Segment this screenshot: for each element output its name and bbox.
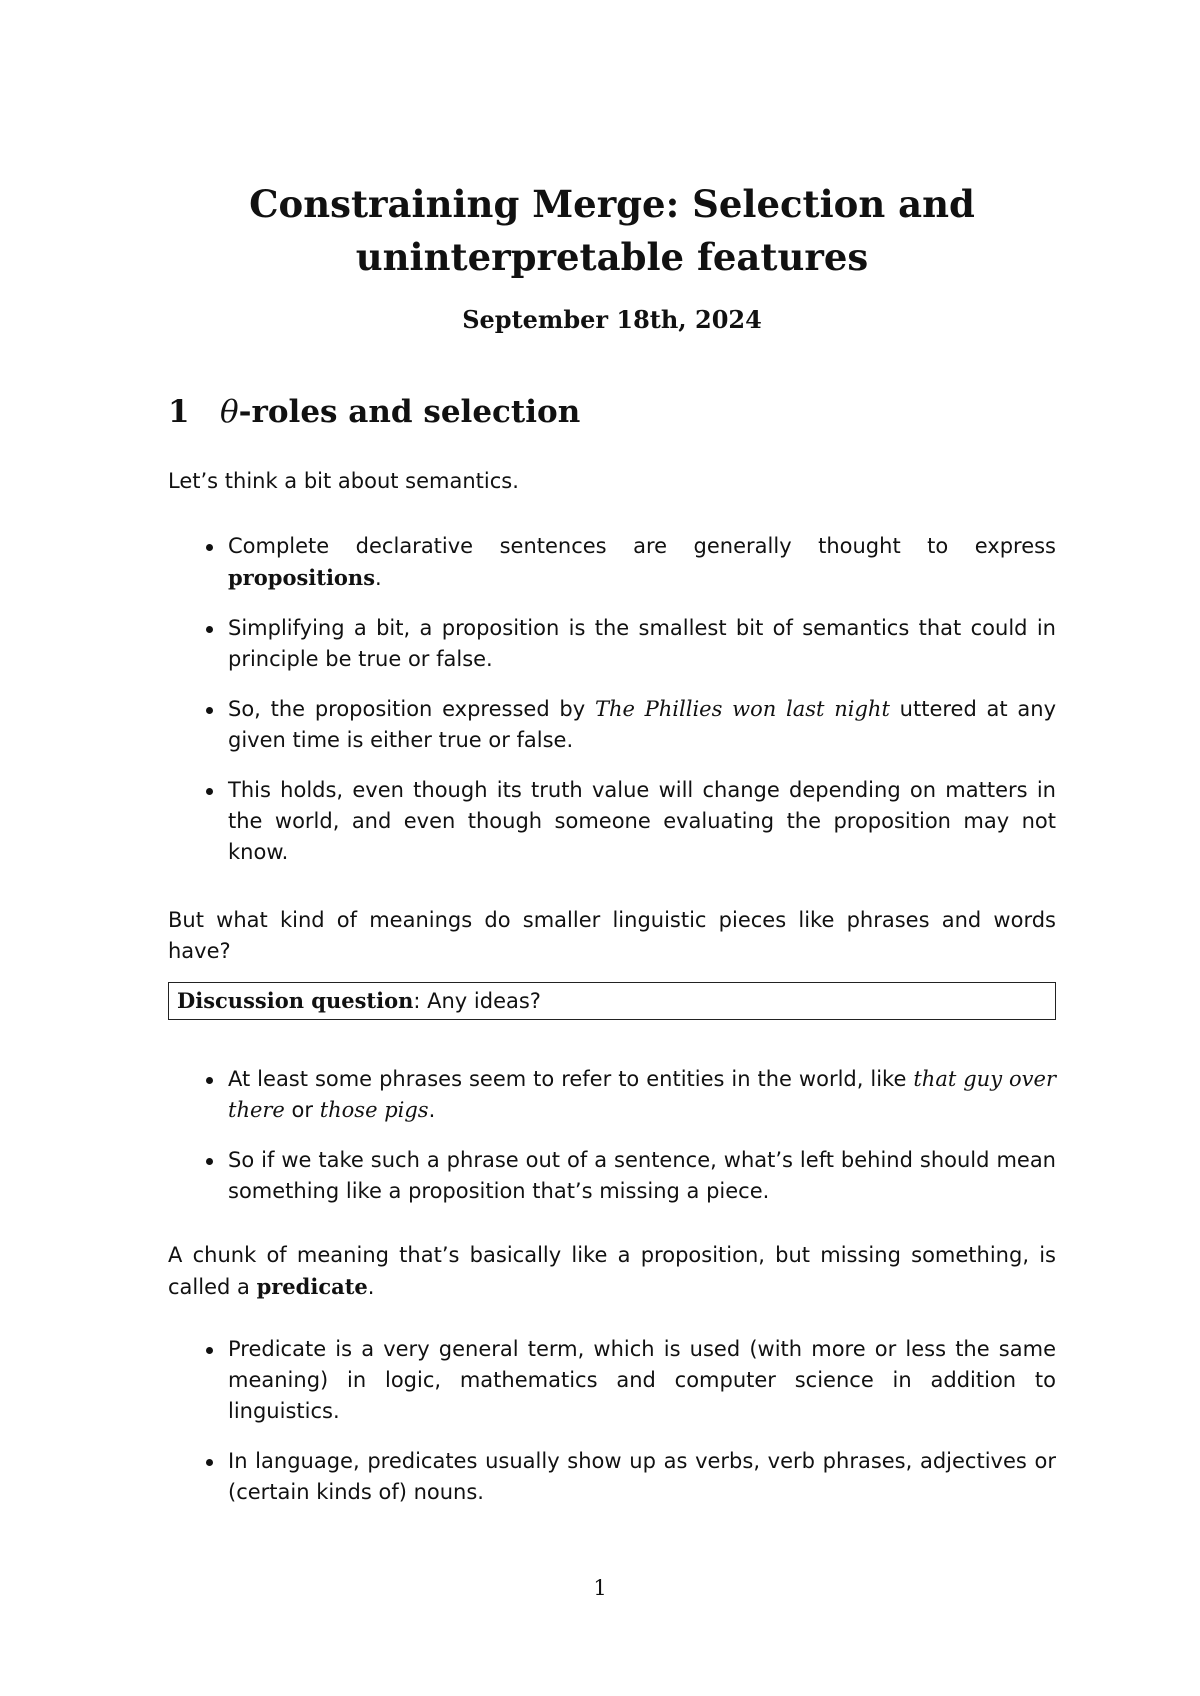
section-heading-text: -roles and selection (238, 394, 581, 430)
document-date: September 18th, 2024 (462, 305, 762, 334)
list-item-text: Complete declarative sentences are generally thought to express (228, 534, 1056, 558)
list-item (168, 531, 1056, 594)
list-item-text: uttered at any given time is either true or false. (228, 697, 1057, 752)
list-item-punct: . (375, 566, 382, 590)
italic-example: those pigs (319, 1098, 429, 1122)
italic-example: The Phillies won last night (594, 697, 890, 721)
document-title (168, 178, 1056, 284)
section-number: 1 (168, 394, 190, 430)
bullet-list-predicates (168, 1334, 1056, 1527)
list-item-text: At least some phrases seem to refer to entities in the world, like (228, 1067, 914, 1091)
bullet-list-phrases (168, 1064, 1056, 1226)
bold-term-propositions: propositions (228, 565, 376, 590)
list-item (168, 1446, 1056, 1508)
list-item-text: In language, predicates usually show up as verbs, verb phrases, adjectives or (certain kinds of) nouns. (228, 1449, 1056, 1504)
list-item (168, 1334, 1056, 1427)
paragraph-punct: . (367, 1275, 375, 1299)
list-item-punct: . (428, 1098, 436, 1122)
italic-example: that guy over there (228, 1067, 1056, 1122)
list-item (168, 694, 1056, 756)
list-item (168, 1064, 1056, 1126)
title-line-1: Constraining Merge: Selection and (249, 182, 975, 226)
title-line-2: uninterpretable features (355, 235, 869, 279)
paragraph-predicate (168, 1240, 1056, 1303)
bold-term-predicate: predicate (256, 1274, 368, 1299)
discussion-label: Discussion question (177, 988, 414, 1013)
list-item-text: So if we take such a phrase out of a sentence, what’s left behind should mean something like a proposition that’s missing a piece. (228, 1148, 1056, 1203)
list-item-text: Simplifying a bit, a proposition is the smallest bit of semantics that could in principle be true or false. (228, 616, 1056, 671)
page-number: 1 (593, 1576, 607, 1600)
paragraph-meanings: But what kind of meanings do smaller linguistic pieces like phrases and words have? (168, 908, 1056, 963)
list-item-text: Predicate is a very general term, which is used (with more or less the same meaning) in logic, mathematics and computer science in addition to linguistics. (228, 1337, 1056, 1423)
list-item-text: So, the proposition expressed by (228, 697, 595, 721)
discussion-text: : Any ideas? (413, 989, 541, 1013)
theta-symbol: θ (220, 394, 239, 430)
section-1-heading (168, 392, 580, 432)
list-item (168, 775, 1056, 868)
discussion-question-box (168, 982, 1056, 1020)
list-item-text: or (284, 1098, 320, 1122)
bullet-list-propositions (168, 531, 1056, 887)
intro-paragraph: Let’s think a bit about semantics. (168, 469, 519, 493)
list-item (168, 613, 1056, 675)
list-item-text: This holds, even though its truth value will change depending on matters in the world, and even though someone evaluating the proposition may not know. (228, 778, 1056, 864)
list-item (168, 1145, 1056, 1207)
paragraph-text: A chunk of meaning that’s basically like a proposition, but missing something, is called a (168, 1243, 1056, 1299)
